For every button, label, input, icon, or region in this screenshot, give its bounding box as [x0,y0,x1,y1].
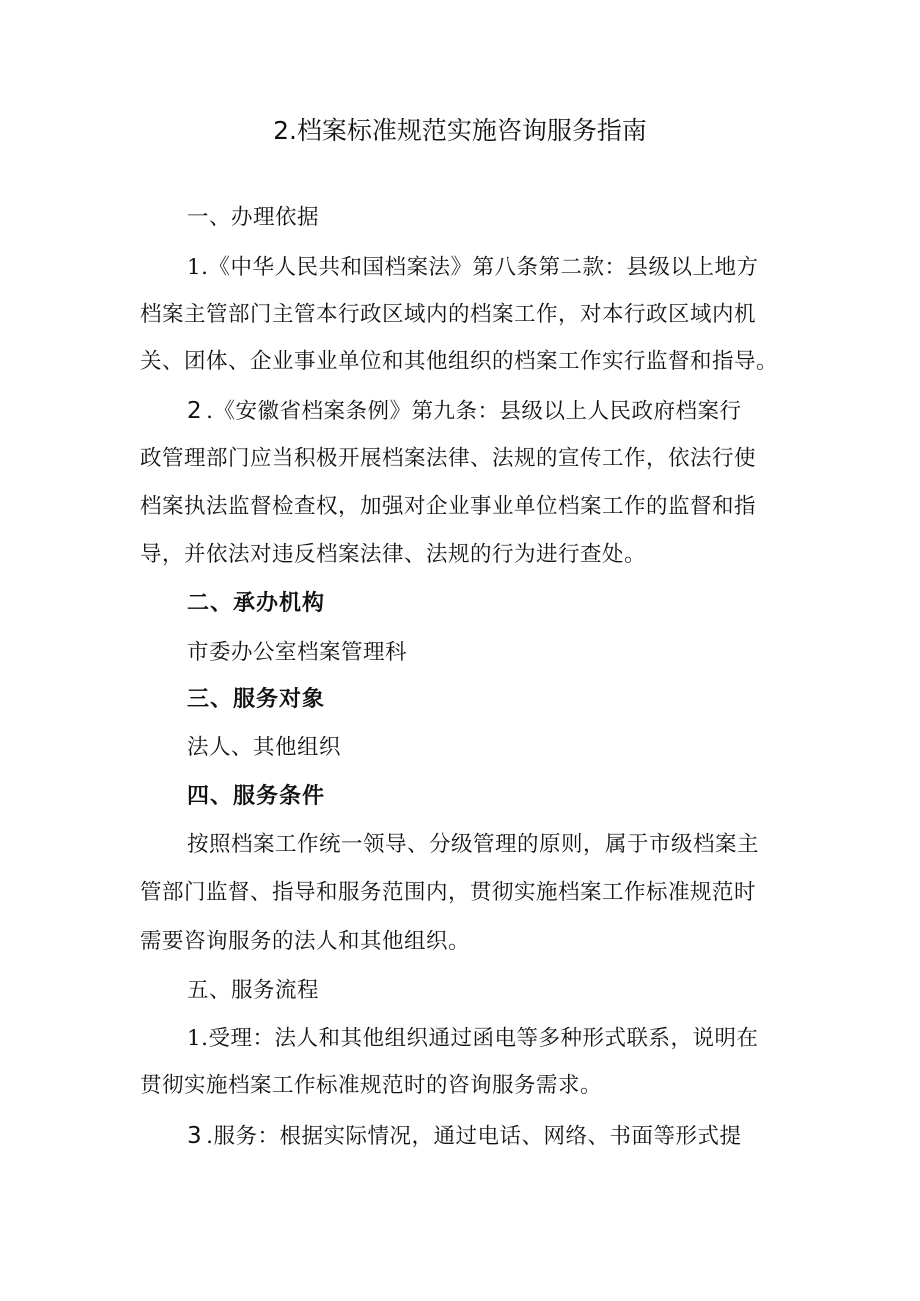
paragraph-line: 法人、其他组织 [187,735,342,760]
paragraph-text: .《安徽省档案条例》第九条：县级以上人民政府档案行 [206,399,742,424]
paragraph-line: 需要咨询服务的法人和其他组织。 [140,929,471,954]
paragraph-line: 关、团体、企业事业单位和其他组织的档案工作实行监督和指导。 [140,349,779,374]
paragraph-line: 1.受理：法人和其他组织通过函电等多种形式联系，说明在 [187,1026,759,1051]
paragraph-line [187,396,741,427]
paragraph-line: 档案主管部门主管本行政区域内的档案工作，对本行政区域内机 [140,302,757,327]
list-number: 2 [187,398,203,424]
paragraph-line: 贯彻实施档案工作标准规范时的咨询服务需求。 [140,1073,603,1098]
paragraph-line: 档案执法监督检查权，加强对企业事业单位档案工作的监督和指 [140,494,757,519]
paragraph-line: 导，并依法对违反档案法律、法规的行为进行查处。 [140,542,647,567]
paragraph-line [187,1121,741,1152]
paragraph-line: 1.《中华人民共和国档案法》第八条第二款：县级以上地方 [187,255,759,280]
section-2-heading: 二、承办机构 [187,591,326,616]
section-1-heading: 一、办理依据 [187,205,320,230]
section-5-heading: 五、服务流程 [187,978,320,1003]
list-number: 3 [187,1123,203,1149]
section-3-heading: 三、服务对象 [187,687,326,712]
paragraph-text: .服务：根据实际情况，通过电话、网络、书面等形式提 [206,1124,742,1149]
paragraph-line: 按照档案工作统一领导、分级管理的原则，属于市级档案主 [187,832,760,857]
paragraph-line: 政管理部门应当积极开展档案法律、法规的宣传工作，依法行使 [140,446,757,471]
paragraph-line: 管部门监督、指导和服务范围内，贯彻实施档案工作标准规范时 [140,880,757,905]
document-title: 2.档案标准规范实施咨询服务指南 [273,116,647,145]
paragraph-line: 市委办公室档案管理科 [187,640,408,665]
section-4-heading: 四、服务条件 [187,784,326,809]
